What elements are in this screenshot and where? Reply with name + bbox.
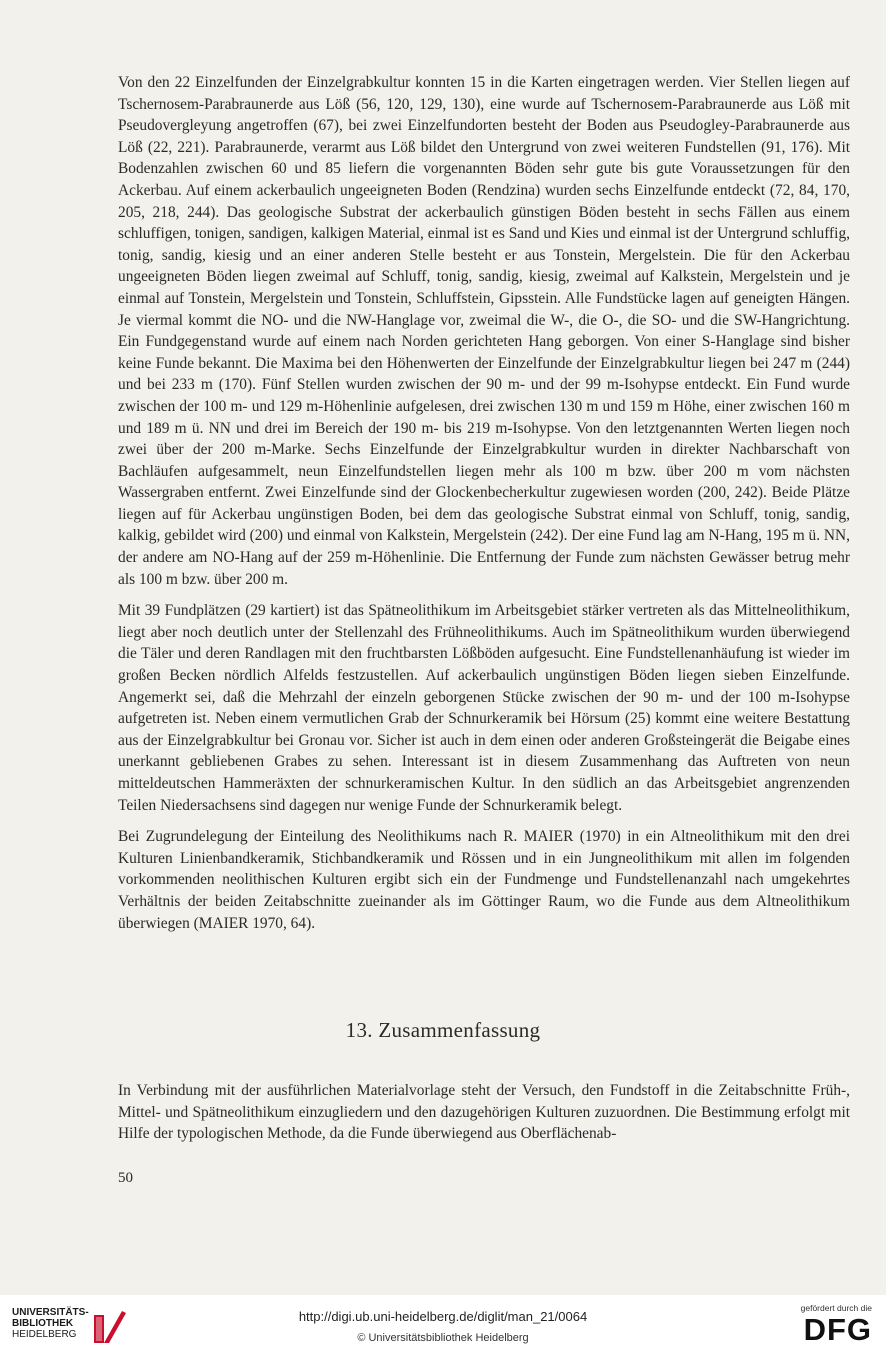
library-line-3: HEIDELBERG [12,1329,77,1340]
funded-by-label: gefördert durch die [800,1303,872,1313]
paragraph-spaetneolithikum: Mit 39 Fundplätzen (29 kartiert) ist das Spätneolithikum im Arbeitsgebiet stärker vertreten als das Mittelneolithikum, liegt aber noch deutlich unter der Stellenzahl des Frühneolithikums. Auch im Spätneolithikum wurden überwiegend die Täler und deren Randlagen mit den fruchtbarsten Lößböden aufgesucht. Eine Fundstellenanhäufung ist wieder im großen Becken nördlich Alfelds festzustellen. Auf ackerbaulich ungünstigen Böden liegen sieben Einzelfunde. Angemerkt sei, daß die Mehrzahl der einzeln geborgenen Stücke zwischen der 90 m- und der 100 m-Isohypse aufgetreten ist. Neben einem vermutlichen Grab der Schnurkeramik bei Hörsum (25) kommt eine weitere Bestattung aus der Einzelgrabkultur bei Gronau vor. Sicher ist auch in dem einen oder anderen Großsteingerät die Beigabe eines unerkannt gebliebenen Grabes zu sehen. Interessant ist in diesem Zusammenhang das Auftreten von neun mitteldeutschen Hammeräxten der schnurkeramischen Kultur. In den südlich an das Arbeitsgebiet angrenzenden Teilen Niedersachsens sind dagegen nur wenige Funde der Schnurkeramik belegt. [118,602,850,814]
summary-text [118,1080,850,1155]
section-heading: 13. Zusammenfassung [345,1018,541,1042]
paragraph-zusammenfassung: In Verbindung mit der ausführlichen Materialvorlage steht der Versuch, den Fundstoff in die Zeitabschnitte Früh-, Mittel- und Spätneolithikum einzugliedern und den dazugehörigen Kulturen zuzuordnen. Die Bestimmung erfolgt mit Hilfe der typologischen Methode, da die Funde überwiegend aus Oberflächenab- [118,1082,850,1143]
library-line-1: UNIVERSITÄTS- [12,1307,89,1318]
document-url-link[interactable]: http://digi.ub.uni-heidelberg.de/diglit/man_21/0064 [298,1309,588,1324]
paragraph-maier-einteilung: Bei Zugrundelegung der Einteilung des Neolithikums nach R. MAIER (1970) in ein Altneolithikum mit den drei Kulturen Linienbandkeramik, Stichbandkeramik und Rössen und in ein Jungneolithikum mit allen im folgenden vorkommenden neolithischen Kulturen ergibt sich ein der Fundmenge und Fundstellenanzahl nach umgekehrtes Verhältnis der beiden Zeitabschnitte zueinander als im Göttinger Raum, wo die Funde aus dem Altneolithikum überwiegen (MAIER 1970, 64). [118,828,850,932]
page-number: 50 [118,1170,133,1186]
library-line-2: BIBLIOTHEK [12,1318,74,1329]
body-text [118,72,850,944]
dfg-funding-logo[interactable] [780,1303,872,1353]
paragraph-einzelgrabkultur: Von den 22 Einzelfunden der Einzelgrabkultur konnten 15 in die Karten eingetragen werden. Vier Stellen liegen auf Tschernosem-Parabraunerde aus Löß (56, 120, 129, 130), eine wurde auf Tschernosem-Parabraunerde aus Löß mit Pseudovergleyung angetroffen (67), bei zwei Einzelfundorten besteht der Boden aus Pseudogley-Parabraunerde aus Löß (22, 221). Parabraunerde, verarmt aus Löß bildet den Untergrund von zwei weiteren Fundstellen (91, 176). Mit Bodenzahlen zwischen 60 und 85 liefern die vorgenannten Böden sehr gute bis gute Voraussetzungen für den Ackerbau. Auf einem ackerbaulich ungeeigneten Boden (Rendzina) wurden sechs Einzelfunde entdeckt (72, 84, 170, 205, 218, 244). Das geologische Substrat der ackerbaulich günstigen Böden besteht in sechs Fällen aus einem schluffigen, tonigen, sandigen, kalkigen Material, einmal ist es Sand und Kies und einmal ist der Untergrund schluffig, tonig, sandig, kiesig und an einer anderen Stelle besteht er aus Tonstein, Mergelstein. Die für den Ackerbau ungeeigneten Böden liegen zweimal auf Schluff, tonig, sandig, kiesig, zweimal auf Kalkstein, Mergelstein und je einmal auf Tonstein, Mergelstein und Tonstein, Schluffstein, Gipsstein. Alle Fundstücke lagen auf geneigten Hängen. Je viermal kommt die NO- und die NW-Hanglage vor, zweimal die W-, die O-, die SO- und die SW-Hangrichtung. Ein Fundgegenstand wurde auf einem nach Norden gerichteten Hang geborgen. Von einer S-Hanglage sind bisher keine Funde bekannt. Die Maxima bei den Höhenwerten der Einzelfunde der Einzelgrabkultur liegen bei 247 m (244) und bei 233 m (170). Fünf Stellen wurden zwischen der 90 m- und der 99 m-Isohypse entdeckt. Ein Fund wurde zwischen der 100 m- und 129 m-Höhenlinie aufgelesen, drei zwischen 130 m und 159 m Höhe, einer zwischen 160 m und 189 m ü. NN und drei im Bereich der 190 m- bis 219 m-Isohypse. Von den letztgenannten Werten liegen noch zwei über der 200 m-Marke. Sechs Einzelfunde der Einzelgrabkultur wurden in direkter Nachbarschaft von Bachläufen aufgesammelt, neun Einzelfundstellen liegen mehr als 100 m bzw. über 200 m vom nächsten Wassergraben entfernt. Zwei Einzelfunde sind der Glockenbecherkultur zugewiesen worden (200, 242). Beide Plätze liegen auf für Ackerbau ungünstigen Boden, bei dem das geologische Substrat einmal von Schluff, tonig, sandig, kalkig, gebildet wird (200) und einmal von Kalkstein, Mergelstein (242). Der eine Fund lag am N-Hang, 195 m ü. NN, der andere am NO-Hang auf der 259 m-Höhenlinie. Die Entfernung der Funde zum nächsten Gewässer betrug mehr als 100 m bzw. über 200 m. [118,74,850,588]
dfg-logo-text: DFG [803,1312,872,1347]
copyright-notice: © Universitätsbibliothek Heidelberg [357,1332,529,1344]
viewer-footer [0,1295,886,1357]
